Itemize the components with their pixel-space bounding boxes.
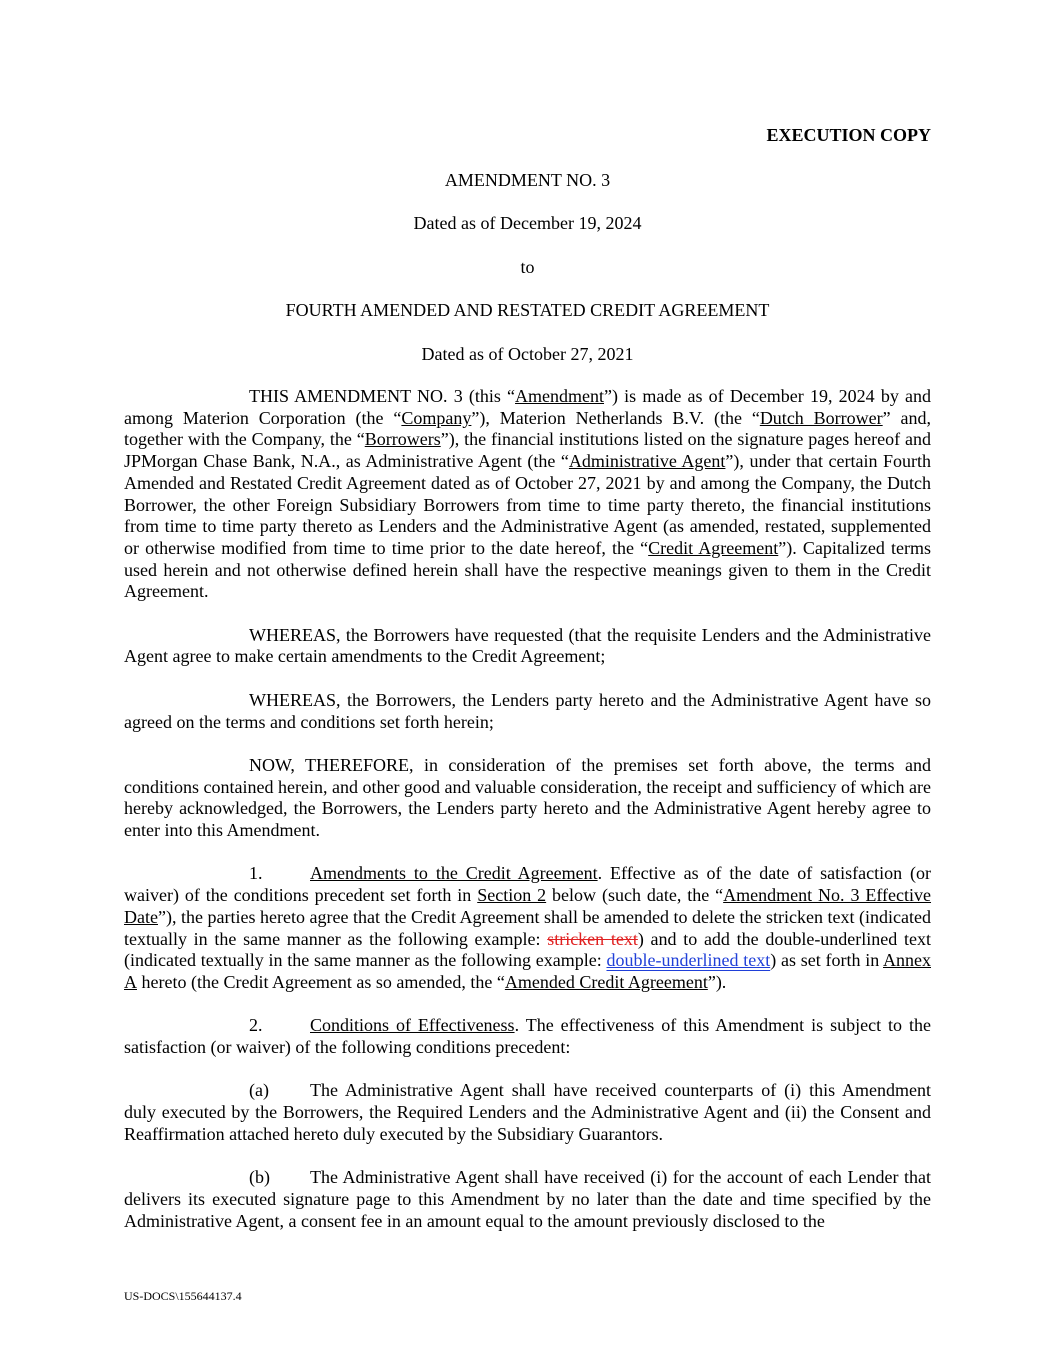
double-underlined-text-example: double-underlined text (606, 950, 771, 971)
intro-text: THIS AMENDMENT NO. 3 (this “ (249, 386, 516, 406)
clause-b-paragraph (124, 1167, 931, 1232)
section-1-text: ) as set forth in (770, 950, 883, 971)
intro-text: ”) is made as of December 19, 2024 by and among Materion Corporation (the “ (124, 386, 931, 428)
defined-term-administrative-agent: Administrative Agent (568, 451, 726, 472)
defined-term-effective-date: Amendment No. 3 Effective Date (124, 885, 932, 927)
amendment-number: AMENDMENT NO. 3 (444, 170, 611, 190)
annex-a-reference: Annex A (124, 950, 931, 992)
intro-paragraph (124, 386, 931, 603)
intro-text: ”), Materion Netherlands B.V. (the “ (471, 407, 760, 428)
clause-b-text: The Administrative Agent shall have received (i) for the account of each Lender that delivers its executed signature page to this Amendment by no later than the date and time specified by the Administrative Agent, a consent fee in an amount equal to the amount previously disclosed to the (124, 1167, 931, 1231)
to-line: to (520, 257, 535, 277)
whereas-paragraph-1: WHEREAS, the Borrowers have requested (that the requisite Lenders and the Administrative Agent agree to make certain amendments to the Credit Agreement; (124, 624, 931, 667)
stricken-text-example: stricken text (547, 928, 638, 949)
clause-b-label: (b) (249, 1167, 270, 1188)
section-2-number: 2. (249, 1015, 263, 1036)
clause-a-paragraph (124, 1080, 931, 1145)
clause-a-label: (a) (249, 1080, 269, 1101)
section-2-paragraph (124, 1015, 931, 1058)
document-id-footer: US-DOCS\155644137.4 (124, 1289, 242, 1303)
agreement-title: FOURTH AMENDED AND RESTATED CREDIT AGREEMENT (285, 300, 770, 320)
section-1-text: ) and to add the double-underlined text (indicated textually in the same manner as the following example: (124, 928, 931, 971)
defined-term-borrowers: Borrowers (364, 429, 441, 450)
execution-copy-label: EXECUTION COPY (766, 125, 931, 145)
section-1-number: 1. (249, 863, 263, 884)
section-2-heading: Conditions of Effectiveness (310, 1015, 515, 1036)
defined-term-amended-credit-agreement: Amended Credit Agreement (504, 971, 708, 992)
intro-text: ” and, together with the Company, the “ (124, 407, 931, 450)
section-1-text: . Effective as of the date of satisfaction (or waiver) of the conditions precedent set forth in (124, 863, 931, 906)
section-2-reference: Section 2 (477, 885, 547, 906)
agreement-date: Dated as of October 27, 2021 (421, 344, 634, 364)
section-1-text: hereto (the Credit Agreement as so amended, the “ (137, 971, 505, 992)
intro-text: ”), under that certain Fourth Amended and Restated Credit Agreement dated as of October 27, 2021 by and among the Company, the Dutch Borrower, the other Foreign Subsidiary Borrowers from time to time party thereto, the financial institutions from time to time party thereto as Lenders and the Administrative Agent (as amended, restated, supplemented or otherwise modified from time to time prior to the date hereof, the “ (124, 451, 931, 558)
section-1-text: below (such date, the “ (546, 885, 724, 906)
document-body (124, 386, 931, 1254)
defined-term-amendment: Amendment (515, 386, 605, 406)
defined-term-dutch-borrower: Dutch Borrower (759, 407, 883, 428)
intro-text: ”), the financial institutions listed on the signature pages hereof and JPMorgan Chase Bank, N.A., as Administrative Agent (the “ (124, 429, 931, 472)
section-1-text: ”), the parties hereto agree that the Credit Agreement shall be amended to delete the stricken text (indicated textually in the same manner as the following example: (124, 906, 931, 949)
clause-a-text: The Administrative Agent shall have received counterparts of (i) this Amendment duly executed by the Borrowers, the Required Lenders and the Administrative Agent and (ii) the Consent and Reaffirmation attached hereto duly executed by the Subsidiary Guarantors. (124, 1080, 931, 1144)
section-2-text: . The effectiveness of this Amendment is subject to the satisfaction (or waiver) of the following conditions precedent: (124, 1015, 931, 1058)
now-therefore-paragraph: NOW, THEREFORE, in consideration of the premises set forth above, the terms and conditions contained herein, and other good and valuable consideration, the receipt and sufficiency of which are hereby acknowledged, the Borrowers, the Lenders party hereto and the Administrative Agent hereby agree to enter into this Amendment. (124, 754, 931, 841)
defined-term-credit-agreement: Credit Agreement (648, 537, 779, 558)
whereas-paragraph-2: WHEREAS, the Borrowers, the Lenders party hereto and the Administrative Agent have so agreed on the terms and conditions set forth herein; (124, 689, 931, 732)
defined-term-company: Company (401, 407, 472, 428)
section-1-heading: Amendments to the Credit Agreement (310, 863, 598, 884)
section-1-paragraph (124, 863, 931, 993)
section-1-text: ”). (707, 971, 727, 992)
amendment-date: Dated as of December 19, 2024 (413, 213, 642, 233)
intro-text: ”). Capitalized terms used herein and not otherwise defined herein shall have the respective meanings given to them in the Credit Agreement. (124, 537, 931, 602)
